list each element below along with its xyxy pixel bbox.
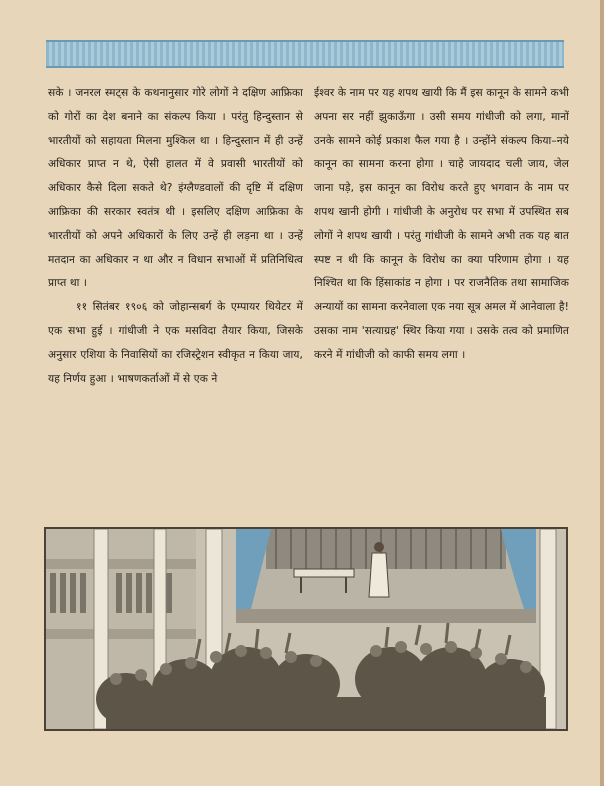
right-paragraph-1: ईश्वर के नाम पर यह शपथ खायी कि मैं इस कानून के सामने कभी अपना सर नहीं झुकाऊँगा । उसी समय गांधीजी को लगा, मानों उनके सामने कोई प्रकाश फैल गया है । उन्होंने संकल्प किया–नये कानून का सामना करना होगा । चाहे जायदाद चली जाय, जेल जाना पड़े, इस कानून का विरोध करते हुए भगवान के नाम पर शपथ खानी होगी । गांधीजी के अनुरोध पर सभा में उपस्थित सब लोगों ने शपथ खायी । परंतु गांधीजी के सामने अभी तक यह बात स्पष्ट न थी कि कानून के विरोध का क्या परिणाम होगा । यह निश्चित था कि हिंसाकांड न होगा । पर राजनैतिक तथा सामाजिक अन्यायों का सामना करनेवाला एक नया सूत्र अमल में आनेवाला है! उसका नाम 'सत्याग्रह' स्थिर किया गया । उसके तत्व को प्रमाणित करने में गांधीजी को काफी समय लगा ।: [314, 87, 569, 361]
left-paragraph-1: सके । जनरल स्मट्स के कथनानुसार गोरे लोगों ने दक्षिण आफ्रिका को गोरों का देश बनाने का संकल्प किया । परंतु हिन्दुस्तान से भारतीयों को सहायता मिलना मुश्किल था । हिन्दुस्तान में ही उन्हें अधिकार प्राप्त न थे, ऐसी हालत में वे प्रवासी भारतीयों को अधिकार कैसे दिला सकते थे? इंग्लैण्डवालों की दृष्टि में दक्षिण आफ्रिका की सरकार स्वतंत्र थी । इसलिए दक्षिण आफ्रिका के भारतीयों को अपने अधिकारों के लिए उन्हें ही लड़ना था । उन्हें मतदान का अधिकार न था और न विधान सभाओं में प्रतिनिधित्व प्राप्त था ।: [48, 87, 303, 290]
left-paragraph-2: ११ सितंबर १९०६ को जोहान्सबर्ग के एम्पायर थियेटर में एक सभा हुई । गांधीजी ने एक मसविदा तैयार किया, जिसके अनुसार एशिया के निवासियों का रजिस्ट्रेशन स्वीकृत न किया जाय, यह निर्णय हुआ । भाषणकर्ताओं में से एक ने: [48, 301, 303, 385]
left-text-column: [48, 82, 303, 512]
decorative-header-band: [46, 40, 564, 68]
meeting-illustration: [44, 527, 568, 731]
theatre-scene-drawing: [46, 529, 566, 729]
right-text-column: [314, 82, 569, 512]
